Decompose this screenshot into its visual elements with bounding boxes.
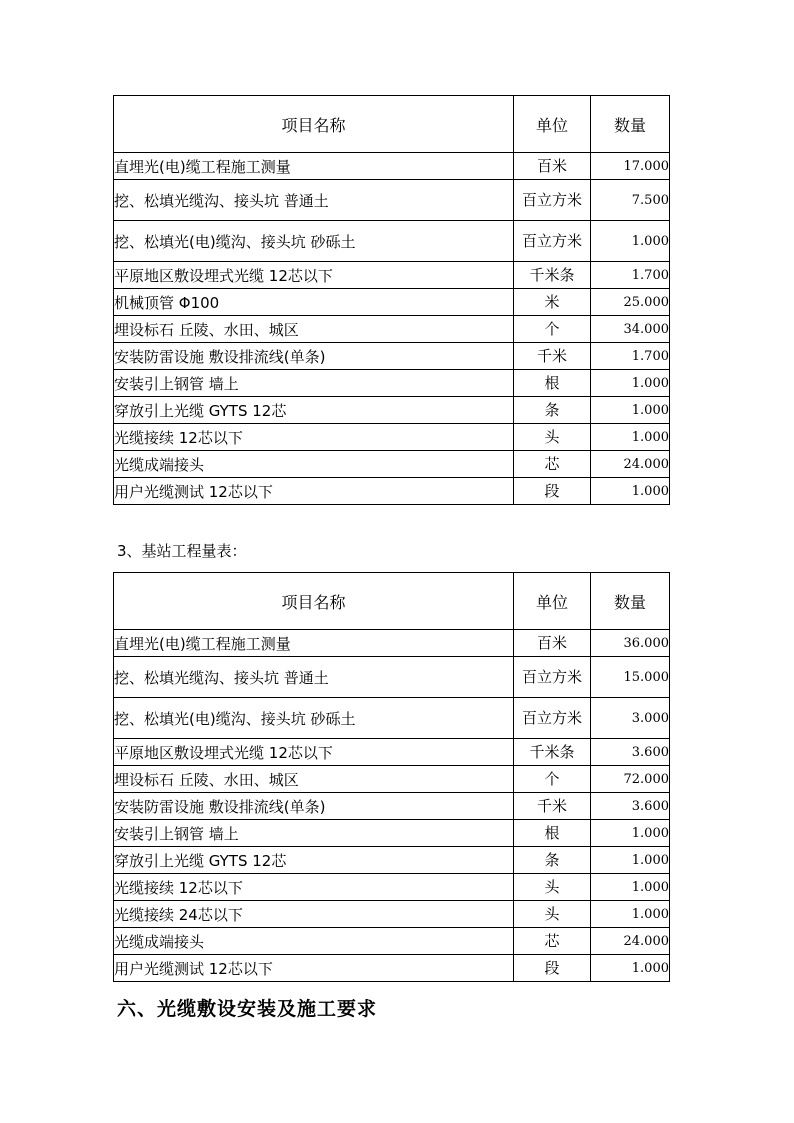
item-name: 用户光缆测试 12芯以下 — [114, 955, 514, 982]
item-quantity: 15.000 — [591, 657, 670, 698]
item-quantity: 24.000 — [591, 928, 670, 955]
table-row — [114, 316, 670, 343]
item-unit: 头 — [514, 874, 591, 901]
item-name: 光缆成端接头 — [114, 928, 514, 955]
item-unit: 段 — [514, 478, 591, 505]
item-unit: 千米 — [514, 343, 591, 370]
item-unit: 百立方米 — [514, 657, 591, 698]
item-name: 穿放引上光缆 GYTS 12芯 — [114, 397, 514, 424]
table-row — [114, 478, 670, 505]
item-name: 挖、松填光(电)缆沟、接头坑 砂砾土 — [114, 698, 514, 739]
table-row — [114, 221, 670, 262]
item-quantity: 1.000 — [591, 820, 670, 847]
item-name: 直埋光(电)缆工程施工测量 — [114, 153, 514, 180]
table-row — [114, 397, 670, 424]
item-name: 直埋光(电)缆工程施工测量 — [114, 630, 514, 657]
table-row — [114, 370, 670, 397]
quantity-table-1 — [113, 95, 670, 505]
item-name: 光缆接续 24芯以下 — [114, 901, 514, 928]
table-row — [114, 874, 670, 901]
item-unit: 米 — [514, 289, 591, 316]
item-name: 平原地区敷设埋式光缆 12芯以下 — [114, 262, 514, 289]
item-quantity: 3.600 — [591, 739, 670, 766]
item-unit: 百立方米 — [514, 180, 591, 221]
item-name: 光缆接续 12芯以下 — [114, 424, 514, 451]
header-unit: 单位 — [514, 96, 591, 153]
item-name: 埋设标石 丘陵、水田、城区 — [114, 766, 514, 793]
table-row — [114, 262, 670, 289]
quantity-table-2 — [113, 572, 670, 982]
header-unit: 单位 — [514, 573, 591, 630]
item-unit: 芯 — [514, 928, 591, 955]
item-quantity: 1.000 — [591, 874, 670, 901]
table-row — [114, 153, 670, 180]
item-quantity: 1.700 — [591, 262, 670, 289]
item-name: 平原地区敷设埋式光缆 12芯以下 — [114, 739, 514, 766]
item-quantity: 1.700 — [591, 343, 670, 370]
item-unit: 根 — [514, 820, 591, 847]
item-name: 挖、松填光(电)缆沟、接头坑 砂砾土 — [114, 221, 514, 262]
table-row — [114, 657, 670, 698]
item-quantity: 36.000 — [591, 630, 670, 657]
item-quantity: 1.000 — [591, 370, 670, 397]
item-unit: 百米 — [514, 153, 591, 180]
table-row — [114, 630, 670, 657]
item-name: 安装防雷设施 敷设排流线(单条) — [114, 793, 514, 820]
item-quantity: 1.000 — [591, 478, 670, 505]
item-unit: 千米条 — [514, 739, 591, 766]
table-row — [114, 955, 670, 982]
table-row — [114, 343, 670, 370]
item-name: 光缆接续 12芯以下 — [114, 874, 514, 901]
item-unit: 千米 — [514, 793, 591, 820]
item-quantity: 3.000 — [591, 698, 670, 739]
table-row — [114, 928, 670, 955]
item-unit: 百米 — [514, 630, 591, 657]
item-name: 光缆成端接头 — [114, 451, 514, 478]
item-quantity: 3.600 — [591, 793, 670, 820]
item-unit: 芯 — [514, 451, 591, 478]
item-name: 挖、松填光缆沟、接头坑 普通土 — [114, 180, 514, 221]
table-header-row — [114, 573, 670, 630]
item-unit: 个 — [514, 316, 591, 343]
item-quantity: 72.000 — [591, 766, 670, 793]
item-unit: 根 — [514, 370, 591, 397]
item-quantity: 1.000 — [591, 397, 670, 424]
item-unit: 百立方米 — [514, 221, 591, 262]
table-row — [114, 847, 670, 874]
header-item-name: 项目名称 — [114, 573, 514, 630]
item-unit: 头 — [514, 424, 591, 451]
table-row — [114, 739, 670, 766]
table-caption: 3、基站工程量表： — [117, 542, 247, 560]
section-heading: 六、光缆敷设安装及施工要求 — [117, 998, 378, 1020]
item-quantity: 1.000 — [591, 424, 670, 451]
table-row — [114, 793, 670, 820]
item-quantity: 24.000 — [591, 451, 670, 478]
item-quantity: 7.500 — [591, 180, 670, 221]
table-row — [114, 424, 670, 451]
table-row — [114, 766, 670, 793]
item-unit: 段 — [514, 955, 591, 982]
item-unit: 千米条 — [514, 262, 591, 289]
item-quantity: 34.000 — [591, 316, 670, 343]
table-row — [114, 451, 670, 478]
item-name: 安装防雷设施 敷设排流线(单条) — [114, 343, 514, 370]
table-row — [114, 289, 670, 316]
item-unit: 头 — [514, 901, 591, 928]
table-row — [114, 820, 670, 847]
item-quantity: 1.000 — [591, 221, 670, 262]
header-quantity: 数量 — [591, 573, 670, 630]
item-name: 用户光缆测试 12芯以下 — [114, 478, 514, 505]
table-row — [114, 698, 670, 739]
item-name: 埋设标石 丘陵、水田、城区 — [114, 316, 514, 343]
item-name: 安装引上钢管 墙上 — [114, 370, 514, 397]
table-header-row — [114, 96, 670, 153]
header-item-name: 项目名称 — [114, 96, 514, 153]
item-name: 挖、松填光缆沟、接头坑 普通土 — [114, 657, 514, 698]
header-quantity: 数量 — [591, 96, 670, 153]
item-unit: 条 — [514, 847, 591, 874]
item-name: 穿放引上光缆 GYTS 12芯 — [114, 847, 514, 874]
table-row — [114, 180, 670, 221]
item-quantity: 25.000 — [591, 289, 670, 316]
table-row — [114, 901, 670, 928]
item-quantity: 1.000 — [591, 901, 670, 928]
item-quantity: 1.000 — [591, 955, 670, 982]
item-unit: 百立方米 — [514, 698, 591, 739]
item-unit: 条 — [514, 397, 591, 424]
item-name: 安装引上钢管 墙上 — [114, 820, 514, 847]
item-name: 机械顶管 Φ100 — [114, 289, 514, 316]
item-quantity: 17.000 — [591, 153, 670, 180]
item-quantity: 1.000 — [591, 847, 670, 874]
item-unit: 个 — [514, 766, 591, 793]
